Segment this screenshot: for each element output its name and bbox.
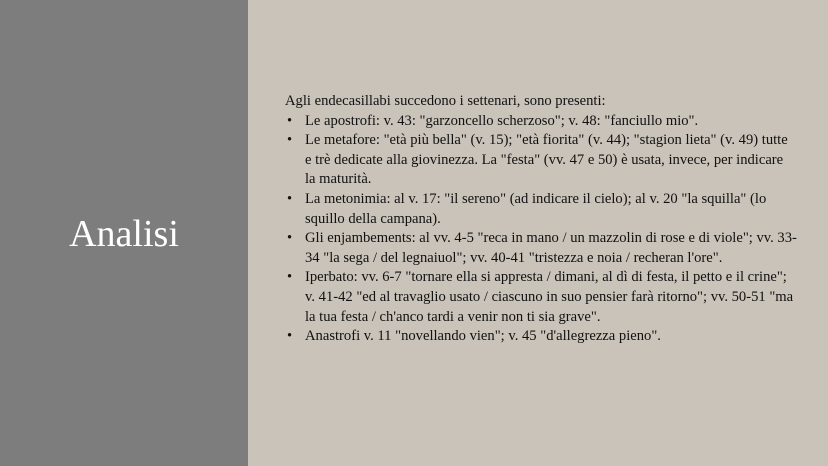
bullet-text: Gli enjambements: al vv. 4-5 "reca in mano / un mazzolin di rose e di viole"; vv. 33-34 "la sega / del legnaiuol"; vv. 40-41 "tristezza e noia / recheran l'ore". [305,230,797,266]
bullet-text: La metonimia: al v. 17: "il sereno" (ad indicare il cielo); al v. 20 "la squilla" (lo squillo della campana). [305,190,767,227]
slide-content [285,92,797,347]
bullet-apostrofi [285,112,797,132]
slide-title: Analisi [69,213,179,255]
bullet-icon: • [287,190,293,207]
bullet-metafore [285,131,797,190]
bullet-metonimia [285,190,797,229]
bullet-list [285,112,797,347]
bullet-text: Le apostrofi: v. 43: "garzoncello scherzoso"; v. 48: "fanciullo mio". [305,112,699,129]
bullet-enjambements [285,229,797,268]
bullet-text: Iperbato: vv. 6-7 "tornare ella si appresta / dimani, al dì di festa, il petto e il crine"; v. 41-42 "ed al travaglio usato / ciascuno in suo pensier farà ritorno"; vv. 50-51 "ma la tua festa / ch'anco tardi a venir non ti sia grave". [305,269,794,325]
bullet-iperbato [285,268,797,327]
bullet-icon: • [287,112,293,129]
bullet-icon: • [287,132,293,149]
bullet-icon: • [287,328,293,345]
bullet-icon: • [287,269,293,286]
bullet-text: Le metafore: "età più bella" (v. 15); "età fiorita" (v. 44); "stagion lieta" (v. 49) tutte e trè dedicate alla giovinezza. La "festa" (vv. 47 e 50) è usata, invece, per indicare la maturità. [305,132,788,188]
intro-text: Agli endecasillabi succedono i settenari, sono presenti: [285,93,606,109]
title-panel [0,0,248,466]
bullet-anastrofi [285,327,797,347]
bullet-icon: • [287,230,293,247]
bullet-text: Anastrofi v. 11 "novellando vien"; v. 45 "d'allegrezza pieno". [305,328,661,345]
